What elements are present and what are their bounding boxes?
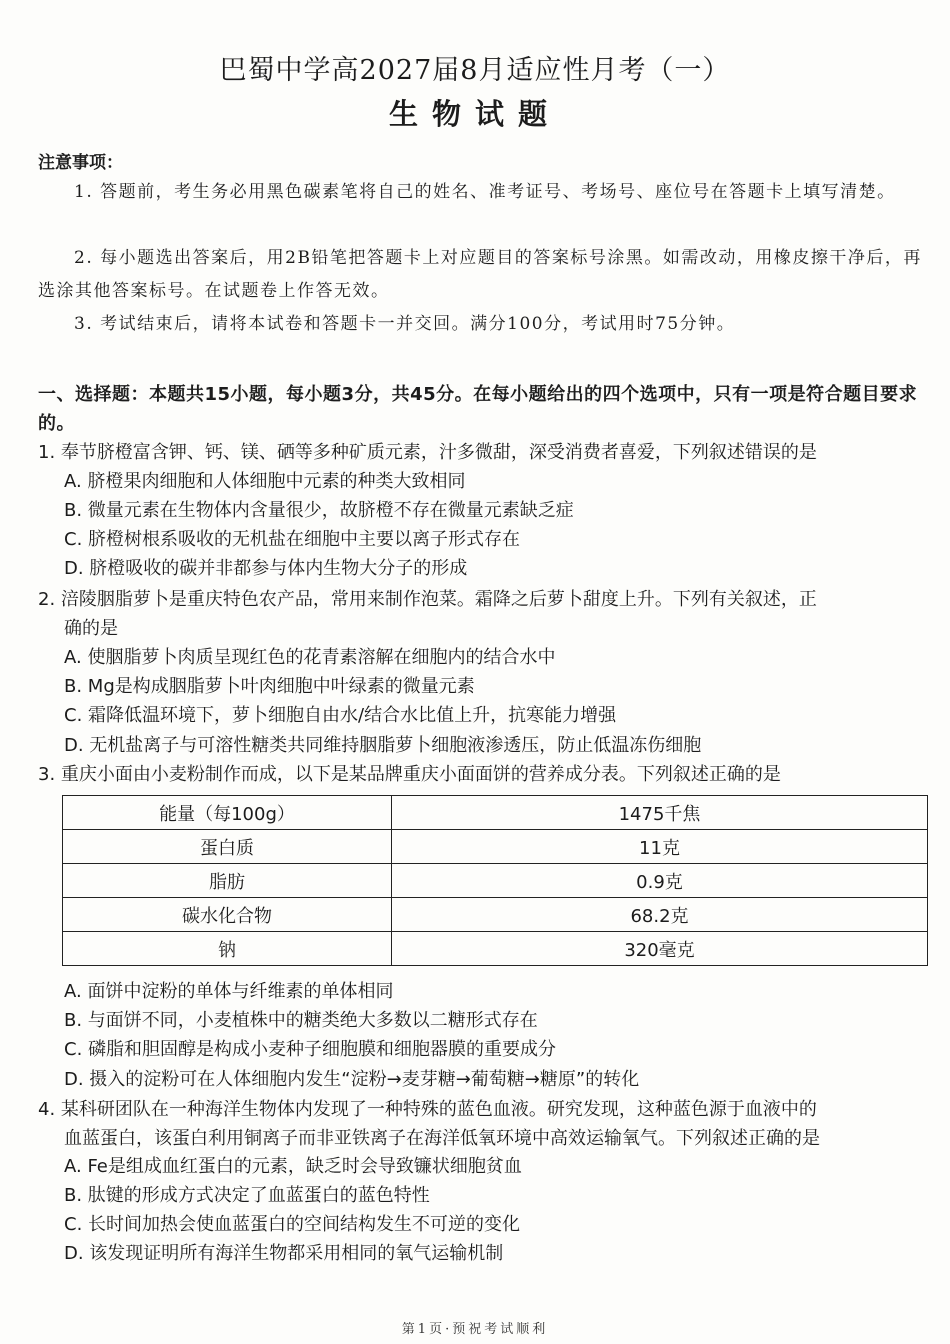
exam-title: 巴蜀中学高2027届8月适应性月考（一） (219, 55, 731, 86)
option-a: A. 面饼中淀粉的单体与纤维素的单体相同 (64, 981, 394, 1002)
question-stem (38, 585, 931, 643)
notice-item: 3. 考试结束后，请将本试卷和答题卡一并交回。满分100分，考试用时75分钟。 (74, 314, 736, 334)
page-footer: 第1页·预祝考试顺利 (401, 1322, 549, 1337)
option-c: C. 长时间加热会使血蓝蛋白的空间结构发生不可逆的变化 (64, 1214, 521, 1235)
question-stem-line: 血蓝蛋白，该蛋白利用铜离子而非亚铁离子在海洋低氧环境中高效运输氧气。下列叙述正确的是 (64, 1128, 820, 1149)
table-cell: 脂肪 (63, 864, 392, 898)
table-cell: 320毫克 (392, 932, 928, 966)
option-b: B. Mg是构成胭脂萝卜叶肉细胞中叶绿素的微量元素 (64, 676, 475, 697)
notice-heading: 注意事项： (38, 153, 123, 173)
question-stem-line: 4. 某科研团队在一种海洋生物体内发现了一种特殊的蓝色血液。研究发现，这种蓝色源于血液中的 (38, 1099, 817, 1120)
table-cell: 11克 (392, 830, 928, 864)
table-row (63, 898, 928, 932)
option-c: C. 磷脂和胆固醇是构成小麦种子细胞膜和细胞器膜的重要成分 (64, 1039, 557, 1060)
section-heading: 一、选择题：本题共15小题，每小题3分，共45分。在每小题给出的四个选项中，只有一项是符合题目要求的。 (38, 384, 918, 434)
question-stem (38, 1095, 931, 1153)
option-a: A. 脐橙果肉细胞和人体细胞中元素的种类大致相同 (64, 471, 466, 492)
table-cell: 68.2克 (392, 898, 928, 932)
table-cell: 蛋白质 (63, 830, 392, 864)
question-stem: 1. 奉节脐橙富含钾、钙、镁、硒等多种矿质元素，汁多微甜，深受消费者喜爱，下列叙述错误的是 (38, 442, 817, 463)
question-stem: 3. 重庆小面由小麦粉制作而成，以下是某品牌重庆小面面饼的营养成分表。下列叙述正确的是 (38, 764, 781, 785)
option-d: D. 无机盐离子与可溶性糖类共同维持胭脂萝卜细胞液渗透压，防止低温冻伤细胞 (64, 735, 702, 756)
option-b: B. 与面饼不同，小麦植株中的糖类绝大多数以二糖形式存在 (64, 1010, 538, 1031)
question-stem-line: 确的是 (64, 618, 118, 639)
table-row (63, 864, 928, 898)
table-cell: 1475千焦 (392, 796, 928, 830)
option-d: D. 该发现证明所有海洋生物都采用相同的氧气运输机制 (64, 1243, 504, 1264)
table-cell: 能量（每100g） (63, 796, 392, 830)
option-d: D. 摄入的淀粉可在人体细胞内发生“淀粉→麦芽糖→葡萄糖→糖原”的转化 (64, 1069, 640, 1090)
notice-item: 2. 每小题选出答案后，用2B铅笔把答题卡上对应题目的答案标号涂黑。如需改动，用橡皮擦干净后，再选涂其他答案标号。在试题卷上作答无效。 (38, 248, 922, 301)
exam-subject: 生物试题 (388, 97, 561, 131)
option-c: C. 脐橙树根系吸收的无机盐在细胞中主要以离子形式存在 (64, 529, 521, 550)
question-stem-line: 2. 涪陵胭脂萝卜是重庆特色农产品，常用来制作泡菜。霜降之后萝卜甜度上升。下列有关叙述，正 (38, 589, 817, 610)
option-b: B. 肽键的形成方式决定了血蓝蛋白的蓝色特性 (64, 1185, 430, 1206)
table-cell: 钠 (63, 932, 392, 966)
option-a: A. Fe是组成血红蛋白的元素，缺乏时会导致镰状细胞贫血 (64, 1156, 522, 1177)
table-row (63, 932, 928, 966)
table-cell: 0.9克 (392, 864, 928, 898)
nutrition-table (62, 795, 928, 966)
option-b: B. 微量元素在生物体内含量很少，故脐橙不存在微量元素缺乏症 (64, 500, 574, 521)
option-d: D. 脐橙吸收的碳并非都参与体内生物大分子的形成 (64, 558, 468, 579)
option-c: C. 霜降低温环境下，萝卜细胞自由水/结合水比值上升，抗寒能力增强 (64, 705, 617, 726)
notice-item: 1. 答题前，考生务必用黑色碳素笔将自己的姓名、准考证号、考场号、座位号在答题卡上填写清楚。 (74, 182, 896, 202)
table-row (63, 796, 928, 830)
table-row (63, 830, 928, 864)
table-cell: 碳水化合物 (63, 898, 392, 932)
option-a: A. 使胭脂萝卜肉质呈现红色的花青素溶解在细胞内的结合水中 (64, 647, 556, 668)
